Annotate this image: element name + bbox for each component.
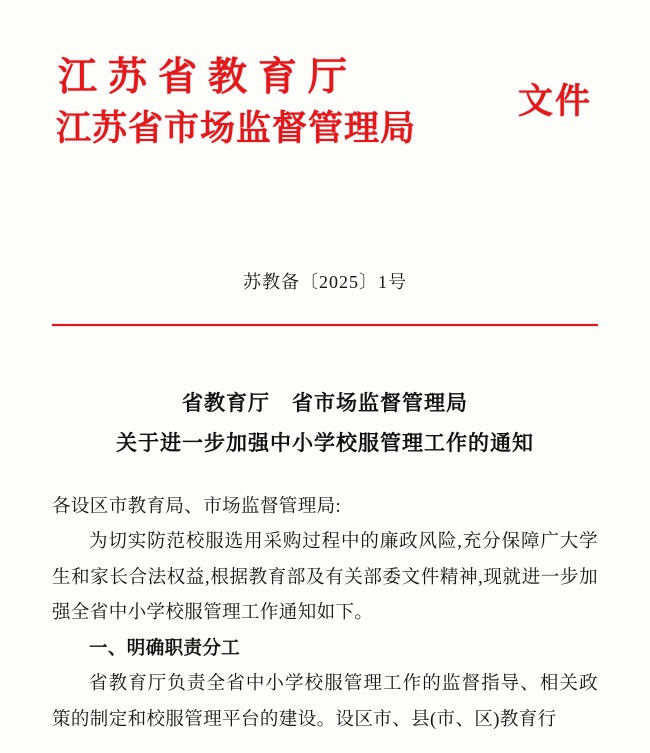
letterhead xyxy=(52,0,598,194)
red-divider-rule xyxy=(52,324,598,326)
body-salutation: 各设区市教育局、市场监督管理局: xyxy=(52,496,342,517)
body-paragraph-1: 为切实防范校服选用采购过程中的廉政风险,充分保障广大学生和家长合法权益,根据教育部及有关部委文件精神,现就进一步加强全省中小学校服管理工作通知如下。 xyxy=(52,532,598,624)
letterhead-line-1: 江苏省教育厅 xyxy=(58,56,359,99)
title-issuer-2: 省市场监督管理局 xyxy=(292,391,468,415)
title-line-1 xyxy=(52,384,598,424)
title-line-2: 关于进一步加强中小学校服管理工作的通知 xyxy=(116,430,534,455)
document-body xyxy=(52,490,598,739)
body-section-heading-1: 一、明确职责分工 xyxy=(89,638,241,659)
document-number: 苏教备〔2025〕1号 xyxy=(243,272,407,292)
letterhead-suffix: 文件 xyxy=(517,82,592,121)
document-title xyxy=(52,384,598,464)
letterhead-lines xyxy=(52,58,598,146)
title-issuer-1: 省教育厅 xyxy=(182,391,270,415)
letterhead-line-2: 江苏省市场监督管理局 xyxy=(56,109,417,148)
body-paragraph-2: 省教育厅负责全省中小学校服管理工作的监督指导、相关政策的制定和校服管理平台的建设。设区市、县(市、区)教育行 xyxy=(52,674,598,730)
